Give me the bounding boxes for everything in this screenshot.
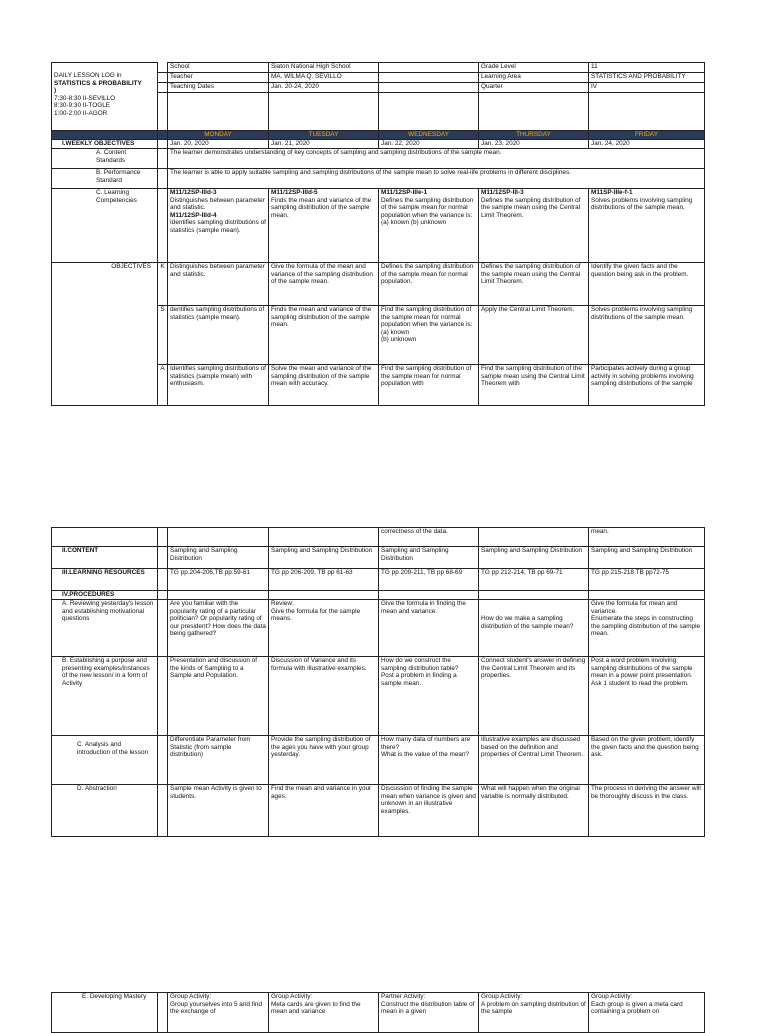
school-value: Siaton National High School xyxy=(269,63,379,73)
continued-row: correctness of the data. mean. xyxy=(52,528,705,547)
log-title-cell: DAILY LESSON LOG in STATISTICS & PROBABILITY ) 7:30-8:30 II-SEVILLO 8:30-9:30 II-TOGLE 1:00-2:00 II-AGOR xyxy=(52,63,158,131)
competencies-label: C. Learning Competencies xyxy=(52,189,158,263)
resources-label: III.LEARNING RESOURCES xyxy=(52,569,158,591)
competency-thursday: M11/12SP-III-3 Defines the sampling distribution of the sample mean using the Central Limit Theorem. xyxy=(479,189,589,263)
objective-k-letter: K xyxy=(158,263,168,306)
procedures-row xyxy=(52,591,705,600)
resources-row: III.LEARNING RESOURCES TG pp.204-206,TB pp.59-61 TG pp 206-209, TB pp 61-63 TG pp 209-211, TB pp 68-69 TG pp 212-214, TB pp 69-71 TG pp 215-218 TB pp72-75 xyxy=(52,569,705,591)
performance-standard-row xyxy=(52,169,705,189)
competency-monday: M11/12SP-IIId-3 Distinguishes between parameter and statistic. M11/12SP-IIId-4 Identifies sampling distributions of statistics (sample mean). xyxy=(168,189,269,263)
lesson-log-table-page2 xyxy=(51,527,705,837)
content-standards-text: The learner demonstrates understanding of key concepts of sampling and sampling distributions of the sample mean. xyxy=(168,149,705,169)
objective-k-row: OBJECTIVES K Distinguishes between parameter and statistic. Give the formula of the mean and variance of the sampling distribution of the sample mean. Defines the sampling distribution of the sample mean for normal population. Defines the sampling distribution of the sample mean using the Central Limit Theorem. Identify the given facts and the question being ask in the problem. xyxy=(52,263,705,306)
objectives-label: OBJECTIVES xyxy=(52,263,158,406)
school-label: School xyxy=(168,63,269,73)
objective-a-letter: A xyxy=(158,365,168,406)
content-label: II.CONTENT xyxy=(52,547,158,569)
abstraction-row: D. Abstraction Sample mean Activity is given to students. Find the mean and variance in your ages. Discussion of finding the sample mean when variance is given and unknown in an illustrative examples. What will happen when the original variable is normally distributed. The process in deriving the answer will be thoroughly discuss in the class. xyxy=(52,785,705,837)
lesson-log-table-page3 xyxy=(51,992,705,1033)
mastery-label: E. Developing Mastery xyxy=(52,993,158,1033)
day-tuesday: TUESDAY xyxy=(269,131,379,140)
analysis-label: C. Analysis and introduction of the lesson xyxy=(52,736,158,785)
content-row: II.CONTENT Sampling and Sampling Distribution Sampling and Sampling Distribution Sampling and Sampling Distribution Sampling and Sampling Distribution Sampling and Sampling Distribution xyxy=(52,547,705,569)
content-standards-label: A. Content Standards xyxy=(52,149,158,169)
day-monday: MONDAY xyxy=(168,131,269,140)
weekly-objectives-label: I.WEEKLY OBJECTIVES xyxy=(52,140,158,149)
reviewing-label: A. Reviewing yesterday's lesson and establishing motivational questions xyxy=(52,600,158,657)
procedures-label: IV.PROCEDURES xyxy=(52,591,158,600)
performance-standard-text: The learner is able to apply suitable sampling and sampling distributions of the sample mean to solve real-life problems in different disciplines. xyxy=(168,169,705,189)
competency-tuesday: M11/12SP-IIId-5 Finds the mean and variance of the sampling distribution of the sample mean. xyxy=(269,189,379,263)
analysis-row: C. Analysis and introduction of the lesson Differentiate Parameter from Statistic (from sample distribution) Provide the sampling distribution of the ages you have with your group yesterday. How many data of numbers are there? What is the value of the mean? Illustrative examples are discussed based on the definition and properties of Central Limit Theorem. Based on the given problem, identify the given facts and the question being ask. xyxy=(52,736,705,785)
weekly-objectives-row: I.WEEKLY OBJECTIVES Jan. 20, 2020 Jan. 21, 2020 Jan. 22, 2020 Jan. 23, 2020 Jan. 24, 2020 xyxy=(52,140,705,149)
day-friday: FRIDAY xyxy=(589,131,705,140)
mastery-row: E. Developing Mastery Group Activity: Group yourselves into 5 and find the exchange of Group Activity: Meta cards are given to find the mean and variance Partner Activity: Construct the distribution table of mean in a given Group Activity: A problem on sampling distribution of the sample Group Activity: Each group is given a meta card containing a problem on xyxy=(52,993,705,1033)
area-label: Learning Area xyxy=(479,73,589,83)
area-value: STATISTICS AND PROBABILITY xyxy=(589,73,705,83)
abstraction-label: D. Abstraction xyxy=(52,785,158,837)
performance-standard-label: B. Performance Standard xyxy=(52,169,158,189)
quarter-label: Quarter xyxy=(479,83,589,93)
dates-value: Jan. 20-24, 2020 xyxy=(269,83,379,93)
purpose-row: B. Establishing a purpose and presenting examples/instances of the new lesson/ in a form of Activity Presentation and discussion of the kinds of Sampling to a Sample and Population. Discussion of Variance and its formula with illustrative examples. How do we construct the sampling distribution table? Post a problem in finding a sample mean. Connect student's answer in defining the Central Limit Theorem and its properties. Post a word problem involving sampling distributions of the sample mean in a power point presentation. Ask 1 student to read the problem. xyxy=(52,657,705,736)
content-standards-row xyxy=(52,149,705,169)
teacher-label: Teacher xyxy=(168,73,269,83)
day-thursday: THURSDAY xyxy=(479,131,589,140)
competency-friday: M11SP-IIIe-f-1 Solves problems involving sampling distributions of the sample mean. xyxy=(589,189,705,263)
teacher-value: MA. WILMA Q. SEVILLO xyxy=(269,73,379,83)
grade-label: Grade Level xyxy=(479,63,589,73)
objective-s-letter: S xyxy=(158,306,168,365)
grade-value: 11 xyxy=(589,63,705,73)
objective-s-row: S dentifies sampling distributions of statistics (sample mean). Finds the mean and variance of the sampling distribution of the sample mean. Find the sampling distribution of the sample mean for normal population when the variance is: (a) known (b) unknown Apply the Central Limit Theorem. Solves problems involving sampling distributions of the sample mean. xyxy=(52,306,705,365)
competency-wednesday: M11/12SP-IIIe-1 Defines the sampling distribution of the sample mean for normal population when the variance is: (a) known (b) unknown xyxy=(379,189,479,263)
lesson-log-table-page1 xyxy=(51,62,705,406)
competencies-row xyxy=(52,189,705,263)
objective-a-row: A Identifies sampling distributions of statistics (sample mean) with enthusiasm. Solve the mean and variance of the sampling distribution of the sample mean with accuracy. Find the sampling distribution of the sample mean for normal population with Find the sampling distribution of the sample mean using the Central Limit Theorem with Participates actively during a group activity in solving problems involving sampling distributions of the sample xyxy=(52,365,705,406)
quarter-value: IV xyxy=(589,83,705,93)
reviewing-row: A. Reviewing yesterday's lesson and establishing motivational questions Are you familiar with the popularity rating of a particular politician? Or popularity rating of our president? How does the data being gathered? Review: Give the formula for the sample means. Give the formula in finding the mean and variance. How do we make a sampling distribution of the sample mean? Give the formula for mean and variance. Enumerate the steps in constructing the sampling distribution of the sample mean. xyxy=(52,600,705,657)
dates-label: Teaching Dates xyxy=(168,83,269,93)
weekday-header-row xyxy=(52,131,705,140)
day-wednesday: WEDNESDAY xyxy=(379,131,479,140)
purpose-label: B. Establishing a purpose and presenting examples/instances of the new lesson/ in a form of Activity xyxy=(52,657,158,736)
